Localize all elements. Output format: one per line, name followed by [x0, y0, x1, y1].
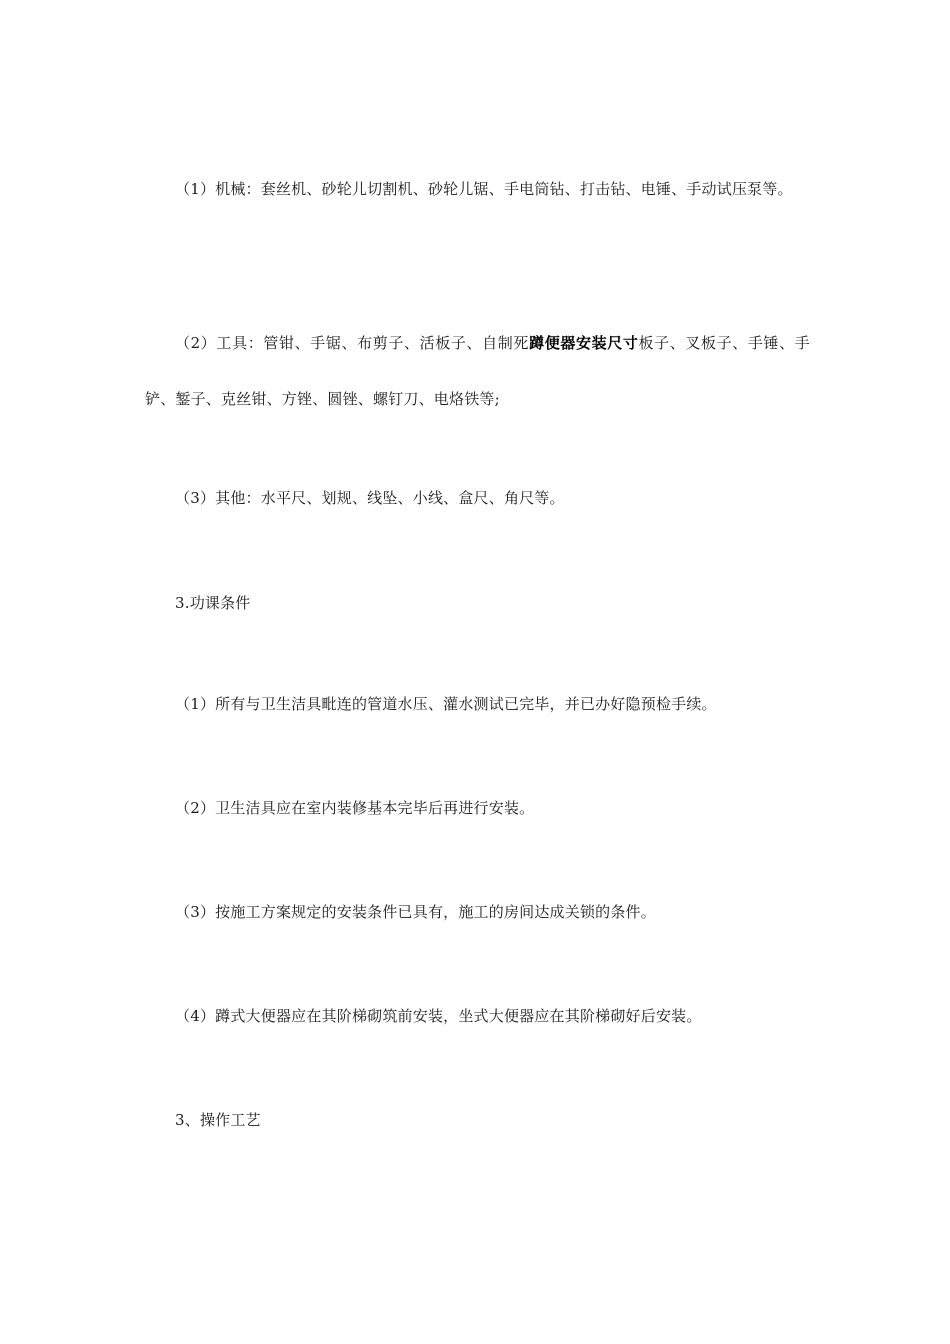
paragraph-machinery [145, 161, 810, 217]
paragraph-other-text: （3）其他：水平尺、划规、线坠、小线、盒尺、角尺等。 [175, 489, 565, 507]
section-heading-work-conditions-text: 3.功课条件 [175, 594, 251, 612]
section-heading-operation-process-text: 3、操作工艺 [175, 1111, 261, 1129]
paragraph-condition-4-text: （4）蹲式大便器应在其阶梯砌筑前安装，坐式大便器应在其阶梯砌好后安装。 [175, 1007, 702, 1025]
paragraph-condition-1-text: （1）所有与卫生洁具毗连的管道水压、灌水测试已完毕，并已办好隐预检手续。 [175, 695, 717, 713]
paragraph-condition-1 [145, 676, 810, 732]
section-heading-operation-process [145, 1092, 810, 1148]
paragraph-other [145, 470, 810, 526]
paragraph-condition-3 [145, 884, 810, 940]
paragraph-condition-2-text: （2）卫生洁具应在室内装修基本完毕后再进行安装。 [175, 799, 535, 817]
paragraph-condition-2 [145, 780, 810, 836]
paragraph-tools [145, 315, 810, 427]
paragraph-tools-text-start: （2）工具：管钳、手锯、布剪子、活板子、自制死 [175, 334, 530, 352]
section-heading-work-conditions [145, 575, 810, 631]
paragraph-machinery-text: （1）机械：套丝机、砂轮儿切割机、砂轮儿锯、手电筒钻、打击钻、电锤、手动试压泵等。 [175, 180, 793, 198]
paragraph-tools-bold-keyword: 蹲便器安装尺寸 [529, 334, 639, 352]
paragraph-condition-3-text: （3）按施工方案规定的安装条件已具有，施工的房间达成关锁的条件。 [175, 903, 656, 921]
paragraph-tools-text-end: 板子、叉板子、手锤、手铲、錾子、克丝钳、方锉、圆锉、螺钉刀、电烙铁等; [145, 334, 810, 408]
paragraph-condition-4 [145, 988, 810, 1044]
